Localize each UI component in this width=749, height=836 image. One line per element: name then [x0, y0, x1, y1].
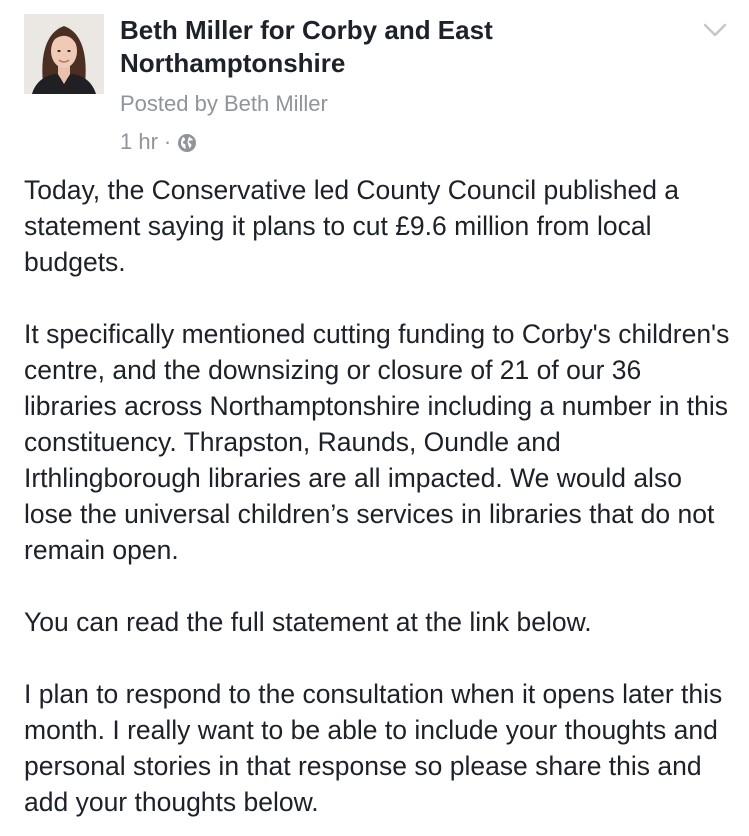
avatar[interactable]	[24, 14, 104, 94]
post-paragraph: Today, the Conservative led County Council published a statement saying it plans to cut £9.6 million from local budgets.	[24, 175, 680, 277]
chevron-down-icon[interactable]	[700, 18, 730, 42]
globe-icon[interactable]	[177, 132, 197, 152]
post-body	[24, 172, 734, 820]
posted-by-label: Posted by Beth Miller	[120, 91, 328, 116]
post-timestamp[interactable]: 1 hr	[120, 129, 158, 154]
post-paragraph: I plan to respond to the consultation when it opens later this month. I really want to be able to include your thoughts and personal stories in that response so please share this and add your thoughts below.	[24, 679, 723, 817]
page-author-name[interactable]: Beth Miller for Corby and East Northamptonshire	[120, 15, 493, 78]
profile-photo	[24, 14, 104, 94]
post-meta	[120, 128, 197, 156]
meta-separator: ·	[163, 129, 172, 154]
post-paragraph: It specifically mentioned cutting funding to Corby's children's centre, and the downsizing or closure of 21 of our 36 libraries across Northamptonshire including a number in this constituency. Thrapston, Raunds, Oundle and Irthlingborough libraries are all impacted. We would also lose the universal children’s services in libraries that do not remain open.	[24, 319, 730, 565]
post-paragraph: You can read the full statement at the link below.	[24, 607, 592, 637]
